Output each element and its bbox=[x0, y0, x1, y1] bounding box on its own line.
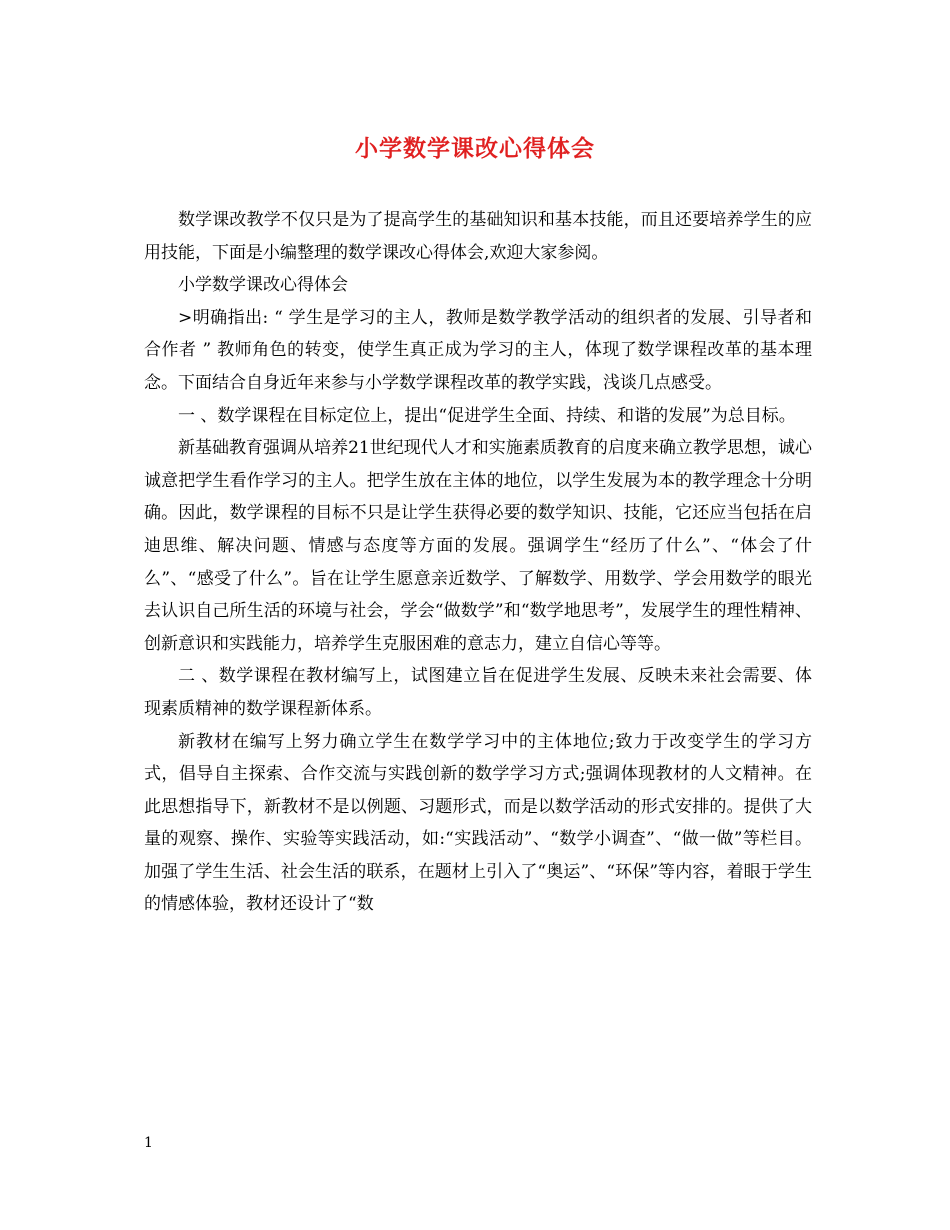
paragraph-section-one-heading: 一 、数学课程在目标定位上，提出“促进学生全面、持续、和谐的发展”为总目标。 bbox=[178, 405, 796, 426]
document-title: 小学数学课改心得体会 bbox=[355, 135, 595, 162]
paragraph-section-two-body: 新教材在编写上努力确立学生在数学学习中的主体地位;致力于改变学生的学习方式，倡导自主探索、合作交流与实践创新的数学学习方式;强调体现教材的人文精神。在此思想指导下，新教材不是以例题、习题形式，而是以数学活动的形式安排的。提供了大量的观察、操作、实验等实践活动，如:“实践活动”、“数学小调查”、“做一做”等栏目。加强了学生生活、社会生活的联系，在题材上引入了“奥运”、“环保”等内容，着眼于学生的情感体验，教材还设计了“数 bbox=[144, 731, 812, 915]
paragraph-intro: 数学课改教学不仅只是为了提高学生的基础知识和基本技能，而且还要培养学生的应用技能，下面是小编整理的数学课改心得体会,欢迎大家参阅。 bbox=[144, 210, 812, 263]
document-body bbox=[144, 204, 812, 921]
paragraph-quote: >明确指出: “ 学生是学习的主人，教师是数学教学活动的组织者的发展、引导者和合作者 ” 教师角色的转变，使学生真正成为学习的主人，体现了数学课程改革的基本理念。下面结合自身近年来参与小学数学课程改革的教学实践，浅谈几点感受。 bbox=[144, 307, 812, 393]
paragraph-section-two-heading: 二 、数学课程在教材编写上，试图建立旨在促进学生发展、反映未来社会需要、体现素质精神的数学课程新体系。 bbox=[144, 666, 812, 719]
paragraph-subtitle: 小学数学课改心得体会 bbox=[178, 275, 348, 296]
paragraph-section-one-body: 新基础教育强调从培养21世纪现代人才和实施素质教育的启度来确立教学思想，诚心诚意把学生看作学习的主人。把学生放在主体的地位，以学生发展为本的教学理念十分明确。因此，数学课程的目标不只是让学生获得必要的数学知识、技能，它还应当包括在启迪思维、解决问题、情感与态度等方面的发展。强调学生“经历了什么”、“体会了什么”、“感受了什么”。旨在让学生愿意亲近数学、了解数学、用数学、学会用数学的眼光去认识自己所生活的环境与社会，学会“做数学”和“数学地思考”，发展学生的理性精神、创新意识和实践能力，培养学生克服困难的意志力，建立自信心等等。 bbox=[144, 438, 812, 654]
page-number: 1 bbox=[144, 1135, 153, 1151]
